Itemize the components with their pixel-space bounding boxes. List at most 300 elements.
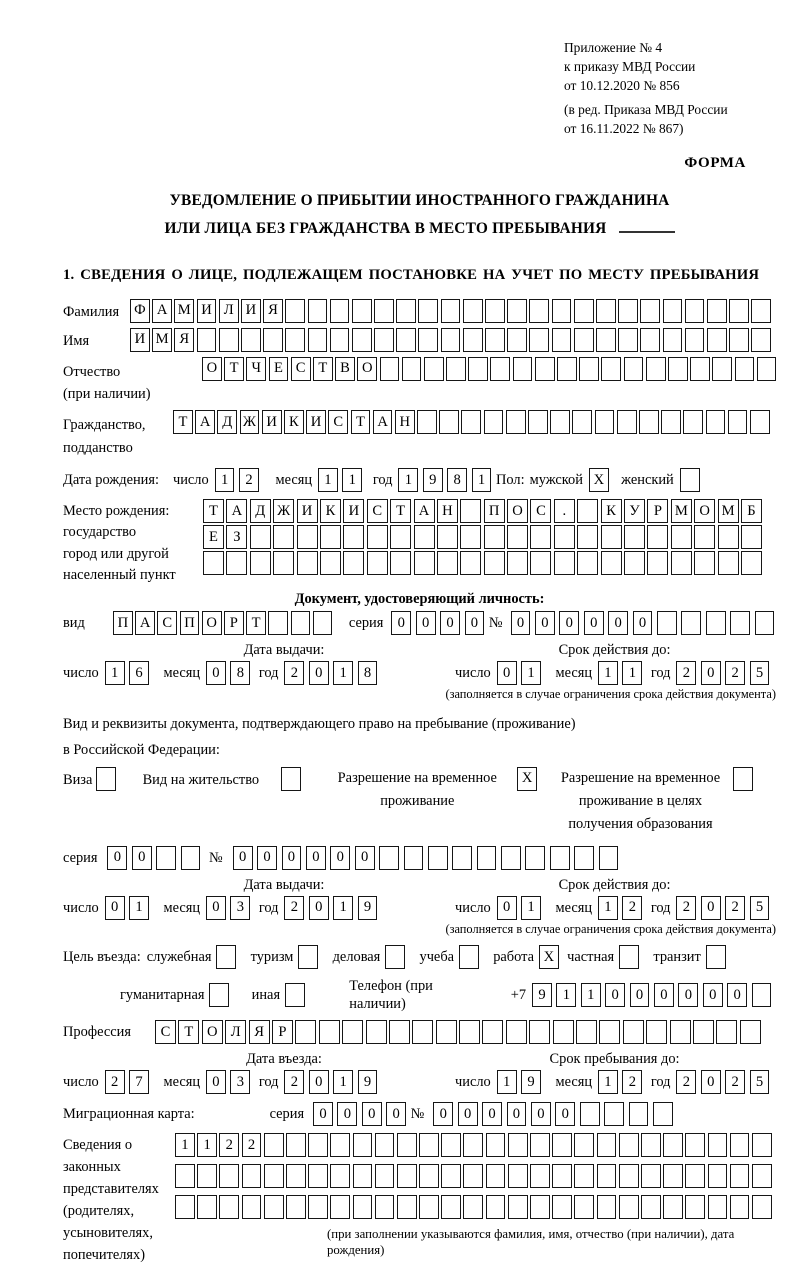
char-box[interactable] <box>330 328 350 352</box>
char-box[interactable] <box>530 1164 550 1188</box>
char-box[interactable]: 0 <box>608 611 628 635</box>
char-box[interactable]: 2 <box>219 1133 239 1157</box>
char-box[interactable] <box>175 1164 195 1188</box>
char-box[interactable] <box>264 1164 284 1188</box>
char-box[interactable] <box>554 551 575 575</box>
char-box[interactable]: И <box>297 499 318 523</box>
residence-permit-checkbox[interactable] <box>281 767 301 791</box>
char-box[interactable]: 5 <box>750 661 770 685</box>
char-box[interactable] <box>441 1195 461 1219</box>
char-box[interactable] <box>597 1164 617 1188</box>
char-box[interactable] <box>552 1195 572 1219</box>
char-box[interactable] <box>730 611 750 635</box>
char-box[interactable]: Л <box>219 299 239 323</box>
char-box[interactable]: К <box>320 499 341 523</box>
char-box[interactable]: . <box>554 499 575 523</box>
char-box[interactable] <box>729 299 749 323</box>
char-box[interactable]: 0 <box>337 1102 357 1126</box>
char-box[interactable]: Ж <box>240 410 260 434</box>
char-box[interactable]: Р <box>647 499 668 523</box>
char-box[interactable]: 2 <box>725 896 745 920</box>
char-box[interactable]: 0 <box>282 846 302 870</box>
char-box[interactable] <box>550 846 570 870</box>
char-box[interactable] <box>624 525 645 549</box>
temp-residence-checkbox[interactable]: X <box>517 767 537 791</box>
char-box[interactable]: Н <box>395 410 415 434</box>
char-box[interactable] <box>670 1020 691 1044</box>
char-box[interactable] <box>286 1195 306 1219</box>
char-box[interactable]: Я <box>174 328 194 352</box>
char-box[interactable] <box>663 1164 683 1188</box>
char-box[interactable] <box>375 1133 395 1157</box>
char-box[interactable]: А <box>373 410 393 434</box>
char-box[interactable] <box>601 357 621 381</box>
char-box[interactable] <box>379 846 399 870</box>
char-box[interactable]: 0 <box>633 611 653 635</box>
char-box[interactable] <box>707 299 727 323</box>
char-box[interactable]: Р <box>224 611 244 635</box>
char-box[interactable] <box>528 410 548 434</box>
char-box[interactable] <box>463 328 483 352</box>
char-box[interactable] <box>507 551 528 575</box>
char-box[interactable]: Т <box>173 410 193 434</box>
temp-residence-education-checkbox[interactable] <box>733 767 753 791</box>
char-box[interactable] <box>396 299 416 323</box>
char-box[interactable] <box>460 525 481 549</box>
char-box[interactable] <box>375 1164 395 1188</box>
char-box[interactable] <box>330 1195 350 1219</box>
char-box[interactable]: 2 <box>676 1070 696 1094</box>
char-box[interactable] <box>752 1195 772 1219</box>
char-box[interactable] <box>390 551 411 575</box>
char-box[interactable] <box>219 328 239 352</box>
char-box[interactable] <box>685 1164 705 1188</box>
char-box[interactable]: Т <box>224 357 244 381</box>
char-box[interactable] <box>718 525 739 549</box>
char-box[interactable] <box>716 1020 737 1044</box>
char-box[interactable] <box>507 299 527 323</box>
char-box[interactable] <box>640 328 660 352</box>
char-box[interactable]: 9 <box>521 1070 541 1094</box>
char-box[interactable] <box>330 1164 350 1188</box>
char-box[interactable] <box>552 299 572 323</box>
phone-digit-box[interactable]: 0 <box>678 983 698 1007</box>
char-box[interactable]: О <box>507 499 528 523</box>
char-box[interactable]: С <box>155 1020 176 1044</box>
humanitarian-checkbox[interactable] <box>209 983 229 1007</box>
char-box[interactable] <box>418 328 438 352</box>
char-box[interactable] <box>441 299 461 323</box>
char-box[interactable]: 1 <box>521 896 541 920</box>
char-box[interactable]: 0 <box>433 1102 453 1126</box>
char-box[interactable] <box>624 357 644 381</box>
char-box[interactable] <box>330 1133 350 1157</box>
char-box[interactable] <box>671 551 692 575</box>
char-box[interactable]: 0 <box>507 1102 527 1126</box>
char-box[interactable] <box>485 299 505 323</box>
char-box[interactable]: 0 <box>535 611 555 635</box>
char-box[interactable] <box>751 299 771 323</box>
char-box[interactable] <box>668 357 688 381</box>
char-box[interactable]: 3 <box>230 896 250 920</box>
char-box[interactable] <box>418 299 438 323</box>
char-box[interactable] <box>640 299 660 323</box>
char-box[interactable] <box>297 525 318 549</box>
char-box[interactable] <box>574 846 594 870</box>
char-box[interactable] <box>706 611 726 635</box>
char-box[interactable] <box>197 1164 217 1188</box>
char-box[interactable]: 0 <box>497 896 517 920</box>
char-box[interactable] <box>752 1164 772 1188</box>
char-box[interactable] <box>708 1133 728 1157</box>
char-box[interactable] <box>273 551 294 575</box>
char-box[interactable]: 0 <box>559 611 579 635</box>
char-box[interactable] <box>690 357 710 381</box>
char-box[interactable] <box>396 328 416 352</box>
char-box[interactable] <box>441 1133 461 1157</box>
char-box[interactable]: 0 <box>233 846 253 870</box>
char-box[interactable]: М <box>174 299 194 323</box>
char-box[interactable]: О <box>202 357 222 381</box>
char-box[interactable] <box>428 846 448 870</box>
phone-digit-box[interactable]: 0 <box>703 983 723 1007</box>
char-box[interactable]: 0 <box>555 1102 575 1126</box>
char-box[interactable]: 0 <box>440 611 460 635</box>
char-box[interactable] <box>156 846 176 870</box>
char-box[interactable] <box>618 328 638 352</box>
char-box[interactable] <box>459 1020 480 1044</box>
char-box[interactable]: С <box>367 499 388 523</box>
char-box[interactable] <box>718 551 739 575</box>
char-box[interactable] <box>366 1020 387 1044</box>
phone-digit-box[interactable]: 0 <box>727 983 747 1007</box>
char-box[interactable]: 0 <box>206 661 226 685</box>
char-box[interactable] <box>706 410 726 434</box>
char-box[interactable] <box>681 611 701 635</box>
char-box[interactable] <box>414 525 435 549</box>
char-box[interactable] <box>263 328 283 352</box>
char-box[interactable] <box>501 846 521 870</box>
char-box[interactable] <box>424 357 444 381</box>
char-box[interactable] <box>460 551 481 575</box>
char-box[interactable]: 8 <box>230 661 250 685</box>
char-box[interactable]: 0 <box>701 896 721 920</box>
char-box[interactable]: А <box>195 410 215 434</box>
char-box[interactable] <box>508 1133 528 1157</box>
char-box[interactable] <box>419 1195 439 1219</box>
char-box[interactable]: 2 <box>622 1070 642 1094</box>
char-box[interactable]: 1 <box>197 1133 217 1157</box>
work-checkbox[interactable]: X <box>539 945 559 969</box>
official-checkbox[interactable] <box>216 945 236 969</box>
char-box[interactable] <box>291 611 311 635</box>
transit-checkbox[interactable] <box>706 945 726 969</box>
char-box[interactable] <box>203 551 224 575</box>
char-box[interactable]: С <box>291 357 311 381</box>
char-box[interactable]: Е <box>203 525 224 549</box>
char-box[interactable] <box>390 525 411 549</box>
char-box[interactable] <box>694 551 715 575</box>
char-box[interactable] <box>530 1195 550 1219</box>
char-box[interactable]: 1 <box>215 468 235 492</box>
char-box[interactable] <box>320 551 341 575</box>
char-box[interactable] <box>741 525 762 549</box>
char-box[interactable]: 1 <box>333 896 353 920</box>
char-box[interactable]: Т <box>390 499 411 523</box>
char-box[interactable] <box>286 1164 306 1188</box>
char-box[interactable] <box>755 611 775 635</box>
char-box[interactable]: 3 <box>230 1070 250 1094</box>
char-box[interactable]: 2 <box>622 896 642 920</box>
phone-digit-box[interactable] <box>752 983 772 1007</box>
char-box[interactable]: К <box>284 410 304 434</box>
char-box[interactable] <box>599 846 619 870</box>
char-box[interactable]: 0 <box>458 1102 478 1126</box>
char-box[interactable]: 0 <box>701 661 721 685</box>
char-box[interactable] <box>730 1164 750 1188</box>
char-box[interactable]: А <box>152 299 172 323</box>
char-box[interactable] <box>530 551 551 575</box>
char-box[interactable] <box>751 328 771 352</box>
char-box[interactable] <box>663 299 683 323</box>
char-box[interactable] <box>552 1133 572 1157</box>
char-box[interactable]: 2 <box>242 1133 262 1157</box>
char-box[interactable]: Н <box>437 499 458 523</box>
char-box[interactable] <box>241 328 261 352</box>
char-box[interactable] <box>308 1164 328 1188</box>
char-box[interactable]: М <box>152 328 172 352</box>
char-box[interactable] <box>671 525 692 549</box>
char-box[interactable] <box>750 410 770 434</box>
char-box[interactable] <box>463 1164 483 1188</box>
char-box[interactable] <box>242 1164 262 1188</box>
char-box[interactable] <box>647 551 668 575</box>
char-box[interactable] <box>525 846 545 870</box>
char-box[interactable]: Ж <box>273 499 294 523</box>
phone-digit-box[interactable]: 9 <box>532 983 552 1007</box>
char-box[interactable]: 5 <box>750 896 770 920</box>
char-box[interactable]: 0 <box>701 1070 721 1094</box>
char-box[interactable]: 8 <box>447 468 467 492</box>
char-box[interactable] <box>486 1133 506 1157</box>
char-box[interactable]: 1 <box>472 468 492 492</box>
female-checkbox[interactable] <box>680 468 700 492</box>
char-box[interactable] <box>508 1164 528 1188</box>
male-checkbox[interactable]: X <box>589 468 609 492</box>
char-box[interactable] <box>441 328 461 352</box>
char-box[interactable]: Р <box>272 1020 293 1044</box>
char-box[interactable] <box>552 1164 572 1188</box>
char-box[interactable] <box>729 328 749 352</box>
char-box[interactable]: 5 <box>750 1070 770 1094</box>
char-box[interactable]: И <box>130 328 150 352</box>
char-box[interactable] <box>624 551 645 575</box>
char-box[interactable] <box>557 357 577 381</box>
char-box[interactable] <box>685 1133 705 1157</box>
private-checkbox[interactable] <box>619 945 639 969</box>
char-box[interactable]: 2 <box>284 896 304 920</box>
char-box[interactable] <box>572 410 592 434</box>
char-box[interactable] <box>446 357 466 381</box>
char-box[interactable] <box>181 846 201 870</box>
char-box[interactable]: 0 <box>206 896 226 920</box>
char-box[interactable]: А <box>135 611 155 635</box>
char-box[interactable] <box>708 1195 728 1219</box>
char-box[interactable]: 1 <box>333 661 353 685</box>
char-box[interactable]: С <box>328 410 348 434</box>
char-box[interactable]: 1 <box>105 661 125 685</box>
char-box[interactable] <box>618 299 638 323</box>
char-box[interactable] <box>463 1195 483 1219</box>
char-box[interactable] <box>308 299 328 323</box>
char-box[interactable] <box>197 328 217 352</box>
char-box[interactable] <box>468 357 488 381</box>
char-box[interactable]: 8 <box>358 661 378 685</box>
char-box[interactable] <box>577 551 598 575</box>
char-box[interactable]: 1 <box>598 661 618 685</box>
char-box[interactable]: Д <box>250 499 271 523</box>
char-box[interactable] <box>353 1164 373 1188</box>
char-box[interactable] <box>693 1020 714 1044</box>
char-box[interactable]: З <box>226 525 247 549</box>
char-box[interactable] <box>460 499 481 523</box>
char-box[interactable] <box>619 1195 639 1219</box>
char-box[interactable] <box>619 1133 639 1157</box>
char-box[interactable] <box>319 1020 340 1044</box>
char-box[interactable] <box>728 410 748 434</box>
char-box[interactable] <box>389 1020 410 1044</box>
char-box[interactable] <box>641 1133 661 1157</box>
char-box[interactable]: 2 <box>676 896 696 920</box>
char-box[interactable] <box>397 1164 417 1188</box>
char-box[interactable] <box>708 1164 728 1188</box>
char-box[interactable]: 1 <box>598 896 618 920</box>
char-box[interactable]: 2 <box>676 661 696 685</box>
char-box[interactable]: О <box>202 611 222 635</box>
char-box[interactable] <box>268 611 288 635</box>
char-box[interactable]: Я <box>249 1020 270 1044</box>
char-box[interactable] <box>617 410 637 434</box>
char-box[interactable] <box>219 1164 239 1188</box>
char-box[interactable] <box>352 299 372 323</box>
char-box[interactable] <box>437 551 458 575</box>
char-box[interactable] <box>402 357 422 381</box>
char-box[interactable] <box>353 1195 373 1219</box>
char-box[interactable] <box>273 525 294 549</box>
char-box[interactable]: Л <box>225 1020 246 1044</box>
char-box[interactable] <box>508 1195 528 1219</box>
char-box[interactable] <box>530 525 551 549</box>
char-box[interactable]: И <box>262 410 282 434</box>
char-box[interactable] <box>661 410 681 434</box>
char-box[interactable] <box>352 328 372 352</box>
char-box[interactable]: П <box>113 611 133 635</box>
char-box[interactable] <box>513 357 533 381</box>
char-box[interactable] <box>490 357 510 381</box>
char-box[interactable]: 0 <box>386 1102 406 1126</box>
char-box[interactable]: М <box>718 499 739 523</box>
char-box[interactable]: 0 <box>482 1102 502 1126</box>
char-box[interactable] <box>741 551 762 575</box>
phone-digit-box[interactable]: 0 <box>654 983 674 1007</box>
char-box[interactable] <box>576 1020 597 1044</box>
char-box[interactable] <box>694 525 715 549</box>
char-box[interactable]: Д <box>217 410 237 434</box>
char-box[interactable] <box>712 357 732 381</box>
char-box[interactable]: И <box>343 499 364 523</box>
char-box[interactable] <box>757 357 777 381</box>
char-box[interactable] <box>484 410 504 434</box>
char-box[interactable] <box>226 551 247 575</box>
tourism-checkbox[interactable] <box>298 945 318 969</box>
char-box[interactable] <box>740 1020 761 1044</box>
char-box[interactable] <box>574 299 594 323</box>
char-box[interactable]: 1 <box>497 1070 517 1094</box>
char-box[interactable]: 0 <box>391 611 411 635</box>
char-box[interactable] <box>596 328 616 352</box>
char-box[interactable]: 0 <box>362 1102 382 1126</box>
char-box[interactable] <box>604 1102 624 1126</box>
char-box[interactable] <box>685 328 705 352</box>
char-box[interactable]: 0 <box>206 1070 226 1094</box>
char-box[interactable]: 2 <box>105 1070 125 1094</box>
char-box[interactable] <box>463 299 483 323</box>
char-box[interactable] <box>619 1164 639 1188</box>
business-checkbox[interactable] <box>385 945 405 969</box>
char-box[interactable] <box>553 1020 574 1044</box>
char-box[interactable] <box>484 525 505 549</box>
char-box[interactable] <box>486 1195 506 1219</box>
char-box[interactable] <box>574 328 594 352</box>
char-box[interactable]: 0 <box>306 846 326 870</box>
char-box[interactable]: 0 <box>309 1070 329 1094</box>
char-box[interactable] <box>752 1133 772 1157</box>
char-box[interactable] <box>285 299 305 323</box>
char-box[interactable]: 2 <box>239 468 259 492</box>
char-box[interactable]: О <box>694 499 715 523</box>
char-box[interactable]: Т <box>178 1020 199 1044</box>
char-box[interactable]: 1 <box>622 661 642 685</box>
char-box[interactable] <box>264 1133 284 1157</box>
char-box[interactable] <box>308 1133 328 1157</box>
char-box[interactable] <box>580 1102 600 1126</box>
char-box[interactable] <box>601 525 622 549</box>
char-box[interactable]: 0 <box>257 846 277 870</box>
char-box[interactable]: 0 <box>465 611 485 635</box>
char-box[interactable] <box>623 1020 644 1044</box>
char-box[interactable] <box>330 299 350 323</box>
char-box[interactable]: 0 <box>416 611 436 635</box>
char-box[interactable]: Я <box>263 299 283 323</box>
char-box[interactable]: Т <box>203 499 224 523</box>
char-box[interactable] <box>574 1164 594 1188</box>
char-box[interactable] <box>250 525 271 549</box>
char-box[interactable]: П <box>180 611 200 635</box>
char-box[interactable] <box>441 1164 461 1188</box>
char-box[interactable] <box>597 1133 617 1157</box>
char-box[interactable] <box>286 1133 306 1157</box>
char-box[interactable] <box>574 1133 594 1157</box>
char-box[interactable]: 2 <box>725 1070 745 1094</box>
char-box[interactable]: С <box>157 611 177 635</box>
char-box[interactable] <box>530 1133 550 1157</box>
char-box[interactable] <box>250 551 271 575</box>
char-box[interactable]: О <box>357 357 377 381</box>
char-box[interactable] <box>639 410 659 434</box>
char-box[interactable] <box>577 499 598 523</box>
char-box[interactable] <box>436 1020 457 1044</box>
char-box[interactable]: 0 <box>313 1102 333 1126</box>
